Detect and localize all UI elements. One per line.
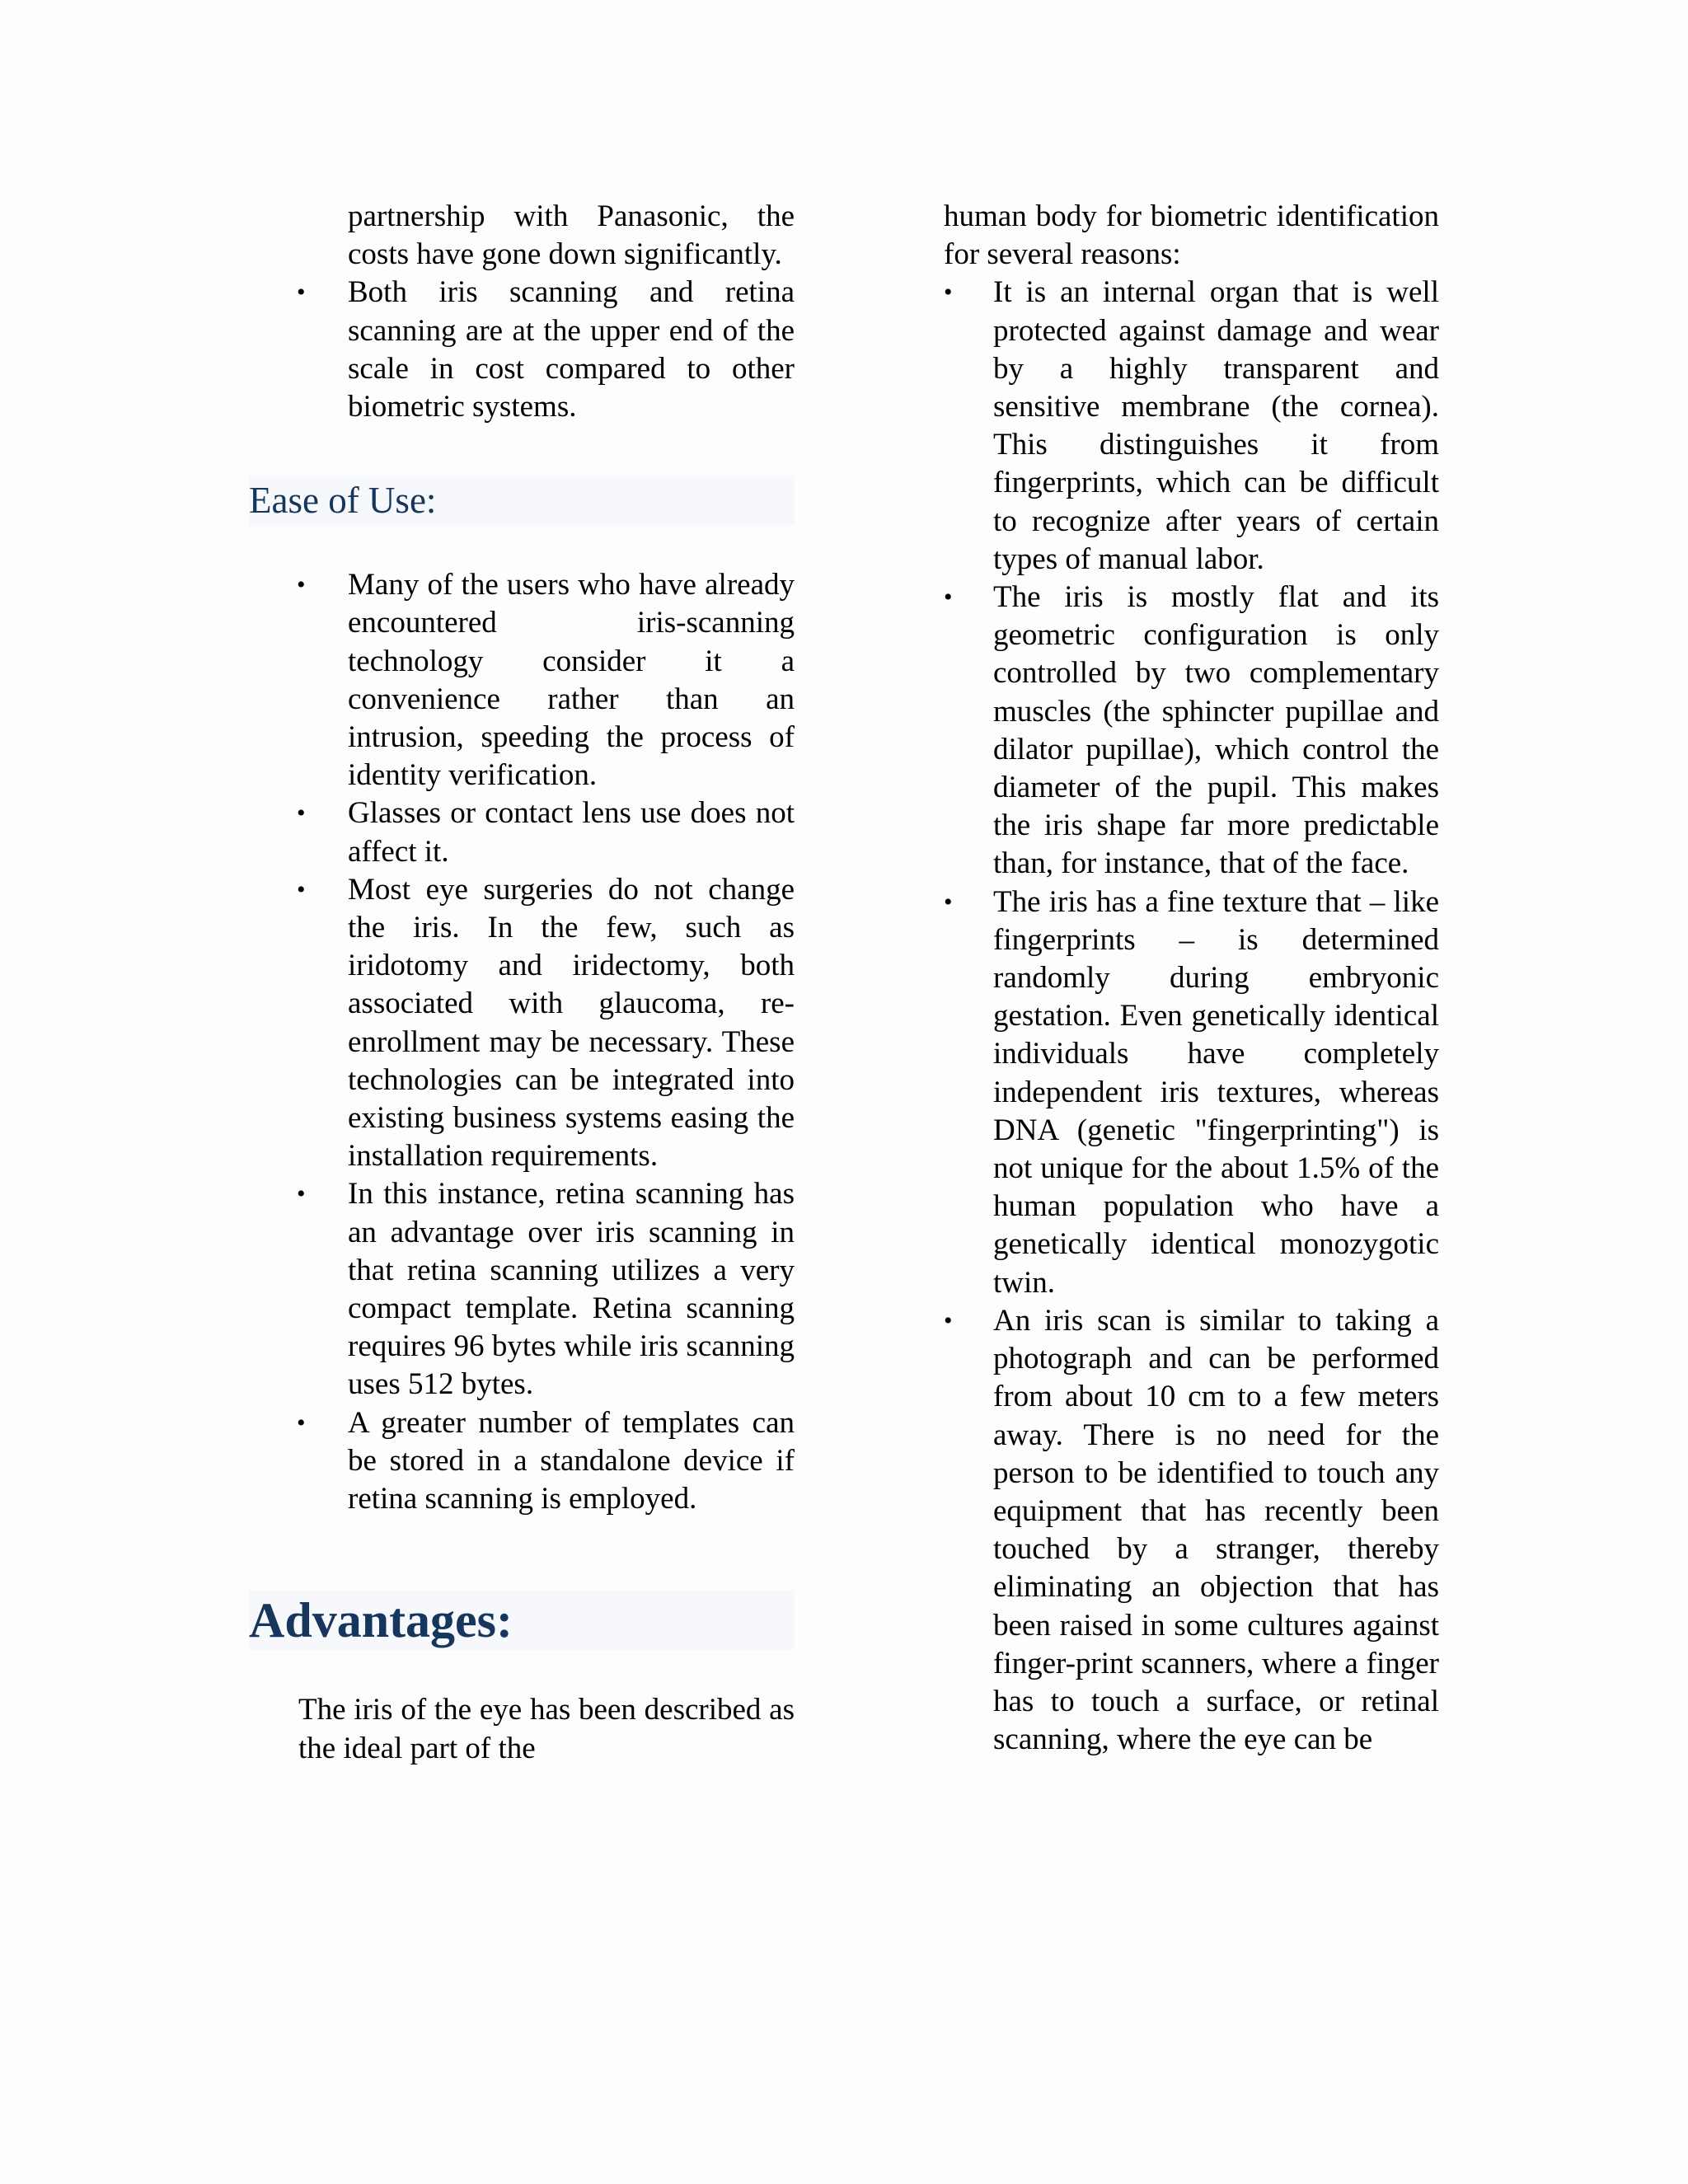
- advantages-heading: Advantages:: [249, 1591, 795, 1650]
- list-item: [944, 1302, 1439, 1759]
- right-column: [944, 198, 1439, 1759]
- list-item-text: It is an internal organ that is well protected against damage and wear by a highly transparent and sensitive membrane (the cornea). This distinguishes it from fingerprints, which can be difficult to recognize after years of certain types of manual labor.: [993, 275, 1439, 576]
- advantages-bullet-list: [944, 274, 1439, 1759]
- list-item-text: An iris scan is similar to taking a photograph and can be performed from about 10 cm to a few meters away. There is no need for the person to be identified to touch any equipment that has recently been touched by a stranger, thereby eliminating an objection that has been raised in some cultures against finger-print scanners, where a finger has to touch a surface, or retinal scanning, where the eye can be: [993, 1303, 1439, 1757]
- list-item-text: In this instance, retina scanning has an advantage over iris scanning in that retina scanning utilizes a very compact template. Retina scanning requires 96 bytes while iris scanning uses 512 bytes.: [348, 1177, 795, 1402]
- left-column: [249, 198, 795, 1768]
- bullet-glyph: •: [297, 799, 306, 827]
- bullet-glyph: •: [944, 1306, 953, 1334]
- list-item: [249, 1404, 795, 1519]
- list-item: [944, 883, 1439, 1302]
- list-item: [249, 274, 795, 426]
- list-item-text: Many of the users who have already encountered iris-scanning technology consider it a convenience rather than an intrusion, speeding the process of identity verification.: [348, 568, 795, 793]
- bullet-glyph: •: [944, 583, 953, 612]
- advantages-intro-paragraph: The iris of the eye has been described as the ideal part of the: [298, 1693, 795, 1765]
- bullet-glyph: •: [297, 875, 306, 903]
- ease-of-use-heading: Ease of Use:: [249, 476, 795, 525]
- bullet-glyph: •: [297, 1408, 306, 1436]
- list-item: [944, 579, 1439, 883]
- cost-bullet-list: [249, 274, 795, 426]
- list-item-text: Most eye surgeries do not change the iris. In the few, such as iridotomy and iridectomy, both associated with glaucoma, re-enrollment may be necessary. These technologies can be integrated into existing business systems easing the installation requirements.: [348, 872, 795, 1174]
- continuation-paragraph: partnership with Panasonic, the costs have gone down significantly.: [348, 199, 795, 272]
- bullet-glyph: •: [297, 1180, 306, 1208]
- list-item-text: A greater number of templates can be stored in a standalone device if retina scanning is employed.: [348, 1405, 795, 1516]
- list-item: [249, 566, 795, 794]
- list-item: [249, 794, 795, 870]
- list-item-text: Both iris scanning and retina scanning are at the upper end of the scale in cost compared to other biometric systems.: [348, 275, 795, 424]
- list-item-text: The iris has a fine texture that – like fingerprints – is determined randomly during embryonic gestation. Even genetically identical individuals have completely independent iris textures, whereas DNA (genetic "fingerprinting") is not unique for the about 1.5% of the human population who have a genetically identical monozygotic twin.: [993, 884, 1439, 1300]
- bullet-glyph: •: [297, 571, 306, 599]
- list-item: [944, 274, 1439, 579]
- ease-of-use-bullet-list: [249, 566, 795, 1518]
- bullet-glyph: •: [944, 279, 953, 307]
- bullet-glyph: •: [297, 279, 306, 307]
- list-item-text: Glasses or contact lens use does not affect it.: [348, 796, 795, 869]
- list-item-text: The iris is mostly flat and its geometric configuration is only controlled by two complementary muscles (the sphincter pupillae and dilator pupillae), which control the diameter of the pupil. This makes the iris shape far more predictable than, for instance, that of the face.: [993, 580, 1439, 881]
- list-item: [249, 871, 795, 1176]
- bullet-glyph: •: [944, 888, 953, 916]
- advantages-intro-continuation: human body for biometric identification for several reasons:: [944, 199, 1439, 272]
- list-item: [249, 1175, 795, 1404]
